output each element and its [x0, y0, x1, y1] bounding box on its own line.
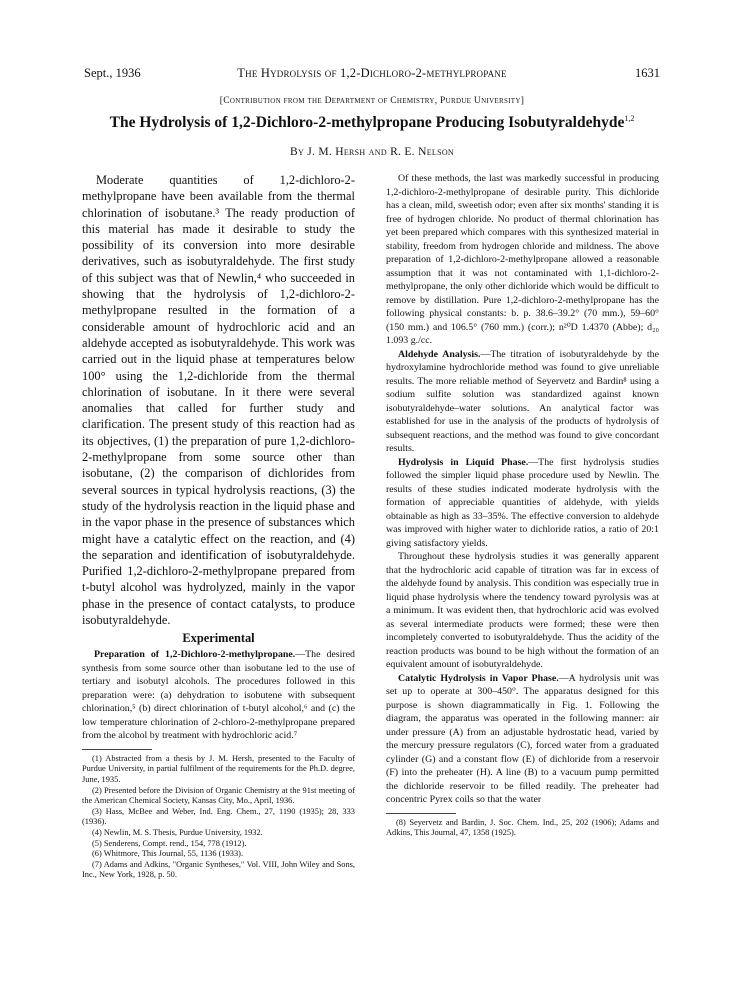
running-head [84, 66, 660, 82]
vapor-phase-heading: Catalytic Hydrolysis in Vapor Phase. [398, 672, 559, 684]
preparation-heading: Preparation of 1,2-Dichloro-2-methylpropane. [94, 649, 296, 661]
liquid-phase-heading: Hydrolysis in Liquid Phase. [398, 456, 529, 468]
footnote: (5) Senderens, Compt. rend., 154, 778 (1912). [92, 838, 247, 848]
right-column [386, 172, 659, 839]
liquid-phase-text: —The first hydrolysis studies followed the simpler liquid phase procedure used by Newlin. The results of these studies indicated moderate hydrolysis with the formation of appreciable quantities of aldehyde, with yields obtainable as high as 33–35%. The effective conversion to aldehyde was improved with higher water to dichloride ratios, a ratio of 20:1 giving satisfactory yields. [386, 456, 659, 549]
footnote-divider [386, 813, 456, 814]
vapor-phase-paragraph [386, 672, 659, 807]
article-title-text: The Hydrolysis of 1,2-Dichloro-2-methylpropane Producing Isobutyraldehyde [109, 114, 625, 132]
footnote: (6) Whitmore, This Journal, 55, 1136 (1933). [92, 849, 244, 859]
page-number: 1631 [635, 66, 660, 80]
methods-paragraph: Of these methods, the last was markedly successful in producing 1,2-dichloro-2-methylpropane of desirable purity. This dichloride has a clean, mild, sweetish odor; even after six months' standing it is free of hydrogen chloride. No product of thermal chlorination has yet been prepared which compares with this synthesized material in stability, freedom from hydrogen chloride and mildness. The above preparation of 1,2-dichloro-2-methylpropane allowed a reasonable assumption that it was not contaminated with 1,1-dichloro-2-methylpropane, the only other dichloride which would be difficult to remove by distillation. Pure 1,2-dichloro-2-methylpropane has the following physical constants: b. p. 38.6–39.2° (70 mm.), 59–60° (150 mm.) and 106.5° (760 mm.) (corr.); n²⁰D 1.4370 (Abbe); d₂₀ 1.093 g./cc. [386, 173, 659, 346]
footnote-divider [82, 749, 152, 750]
footnotes [82, 754, 355, 881]
footnote: (1) Abstracted from a thesis by J. M. Hersh, presented to the Faculty of Purdue University, in partial fulfilment of the requirements for the Ph.D. degree, June, 1935. [82, 753, 355, 784]
footnote: (8) Seyervetz and Bardin, J. Soc. Chem. Ind., 25, 202 (1906); Adams and Adkins, This Journal, 47, 1358 (1925). [386, 817, 659, 838]
intro-paragraph: Moderate quantities of 1,2-dichloro-2-methylpropane have been available from the thermal chlorination of isobutane.³ The ready production of this material has made it desirable to study the possibility of its conversion into more desirable derivatives, such as isobutyraldehyde. The first study of this subject was that of Newlin,⁴ who succeeded in showing that the hydrolysis of 1,2-dichloro-2-methylpropane resulted in the formation of a considerable amount of hydrochloric acid and an aldehyde accepted as isobutyraldehyde. This work was carried out in the liquid phase at temperatures below 100° using the 1,2-dichloride from the thermal chlorination of isobutane. In it there were several anomalies that called for further study and clarification. The present study of this reaction had as its objectives, (1) the preparation of pure 1,2-dichloro-2-methylpropane from some source other than isobutane, (2) the comparison of dichlorides from several sources in typical hydrolysis reactions, (3) the study of the hydrolysis reaction in the liquid phase and in the vapor phase in the presence of substances which might have a catalytic effect on the reaction, and (4) the separation and identification of isobutyraldehyde. Purified 1,2-dichloro-2-methylpropane prepared from t-butyl alcohol was hydrolyzed, mainly in the vapor phase in the presence of contact catalysts, to produce isobutyraldehyde. [82, 173, 355, 628]
left-column [82, 172, 355, 881]
footnote: (4) Newlin, M. S. Thesis, Purdue University, 1932. [92, 827, 263, 837]
experimental-heading: Experimental [182, 631, 255, 646]
aldehyde-analysis-text: —The titration of isobutyraldehyde by the hydroxylamine hydrochloride method was found to give unreliable results. The more reliable method of Seyervetz and Bardin⁸ using a sodium sulfite solution was standardized against known isobutyraldehyde–water solutions. An analytical factor was established for use in the analysis of the products of hydrolysis of subsequent reactions, and the method was found to give concordant results. [386, 348, 659, 454]
preparation-paragraph [82, 648, 355, 743]
contribution-line: [Contribution from the Department of Chemistry, Purdue University] [219, 96, 525, 106]
vapor-phase-text: —A hydrolysis unit was set up to operate at 300–450°. The apparatus designed for this purpose is shown diagrammatically in Fig. 1. Following the diagram, the apparatus was operated in the following manner: air under pressure (A) from an adjustable hydrostatic head, varied by the mercury pressure regulators (C), forced water from a graduated cylinder (G) and a constant flow (E) of dichloride from a reservoir (F) into the preheater (H). A line (B) to a vacuum pump permitted the dichloride reservoir to be filled readily. The preheater had concentric Pyrex coils so that the water [386, 672, 659, 805]
running-title: The Hydrolysis of 1,2-Dichloro-2-methylpropane [237, 66, 507, 80]
byline: By J. M. Hersh and R. E. Nelson [290, 146, 454, 158]
title-footnote-marks: 1,2 [624, 114, 635, 123]
aldehyde-analysis-paragraph [386, 348, 659, 456]
liquid-phase-paragraph [386, 456, 659, 551]
issue-date: Sept., 1936 [84, 66, 141, 80]
footnote: (2) Presented before the Division of Organic Chemistry at the 91st meeting of the American Chemical Society, Kansas City, Mo., April, 1936. [82, 785, 355, 806]
aldehyde-analysis-heading: Aldehyde Analysis. [398, 348, 481, 360]
footnote: (3) Hass, McBee and Weber, Ind. Eng. Chem., 27, 1190 (1935); 28, 333 (1936). [82, 806, 355, 827]
preparation-text: —The desired synthesis from some source other than isobutane led to the use of tertiary and isobutyl alcohols. The procedures followed in this preparation were: (a) dehydration to isobutene with subsequent chlorination,⁵ (b) direct chlorination of t-butyl alcohol,⁶ and (c) the low temperature chlorination of 2-chloro-2-methylpropane prepared from the alcohol by treatment with hydrochloric acid.⁷ [82, 649, 355, 742]
throughout-paragraph: Throughout these hydrolysis studies it was generally apparent that the hydrochloric acid capable of titration was far in excess of the aldehyde found by analysis. This condition was especially true in liquid phase hydrolysis where the tendency toward pyrolysis was at a minimum. It was evident then, that hydrochloric acid was evolved as several intermediate products were formed; these were then incompletely converted to isobutyraldehyde. Thus the acidity of the reaction products was bound to be high without the formation of an equivalent amount of isobutyraldehyde. [386, 551, 659, 670]
footnote: (7) Adams and Adkins, "Organic Syntheses," Vol. VIII, John Wiley and Sons, Inc., New York, 1928, p. 50. [82, 859, 355, 880]
article-title [60, 114, 684, 132]
